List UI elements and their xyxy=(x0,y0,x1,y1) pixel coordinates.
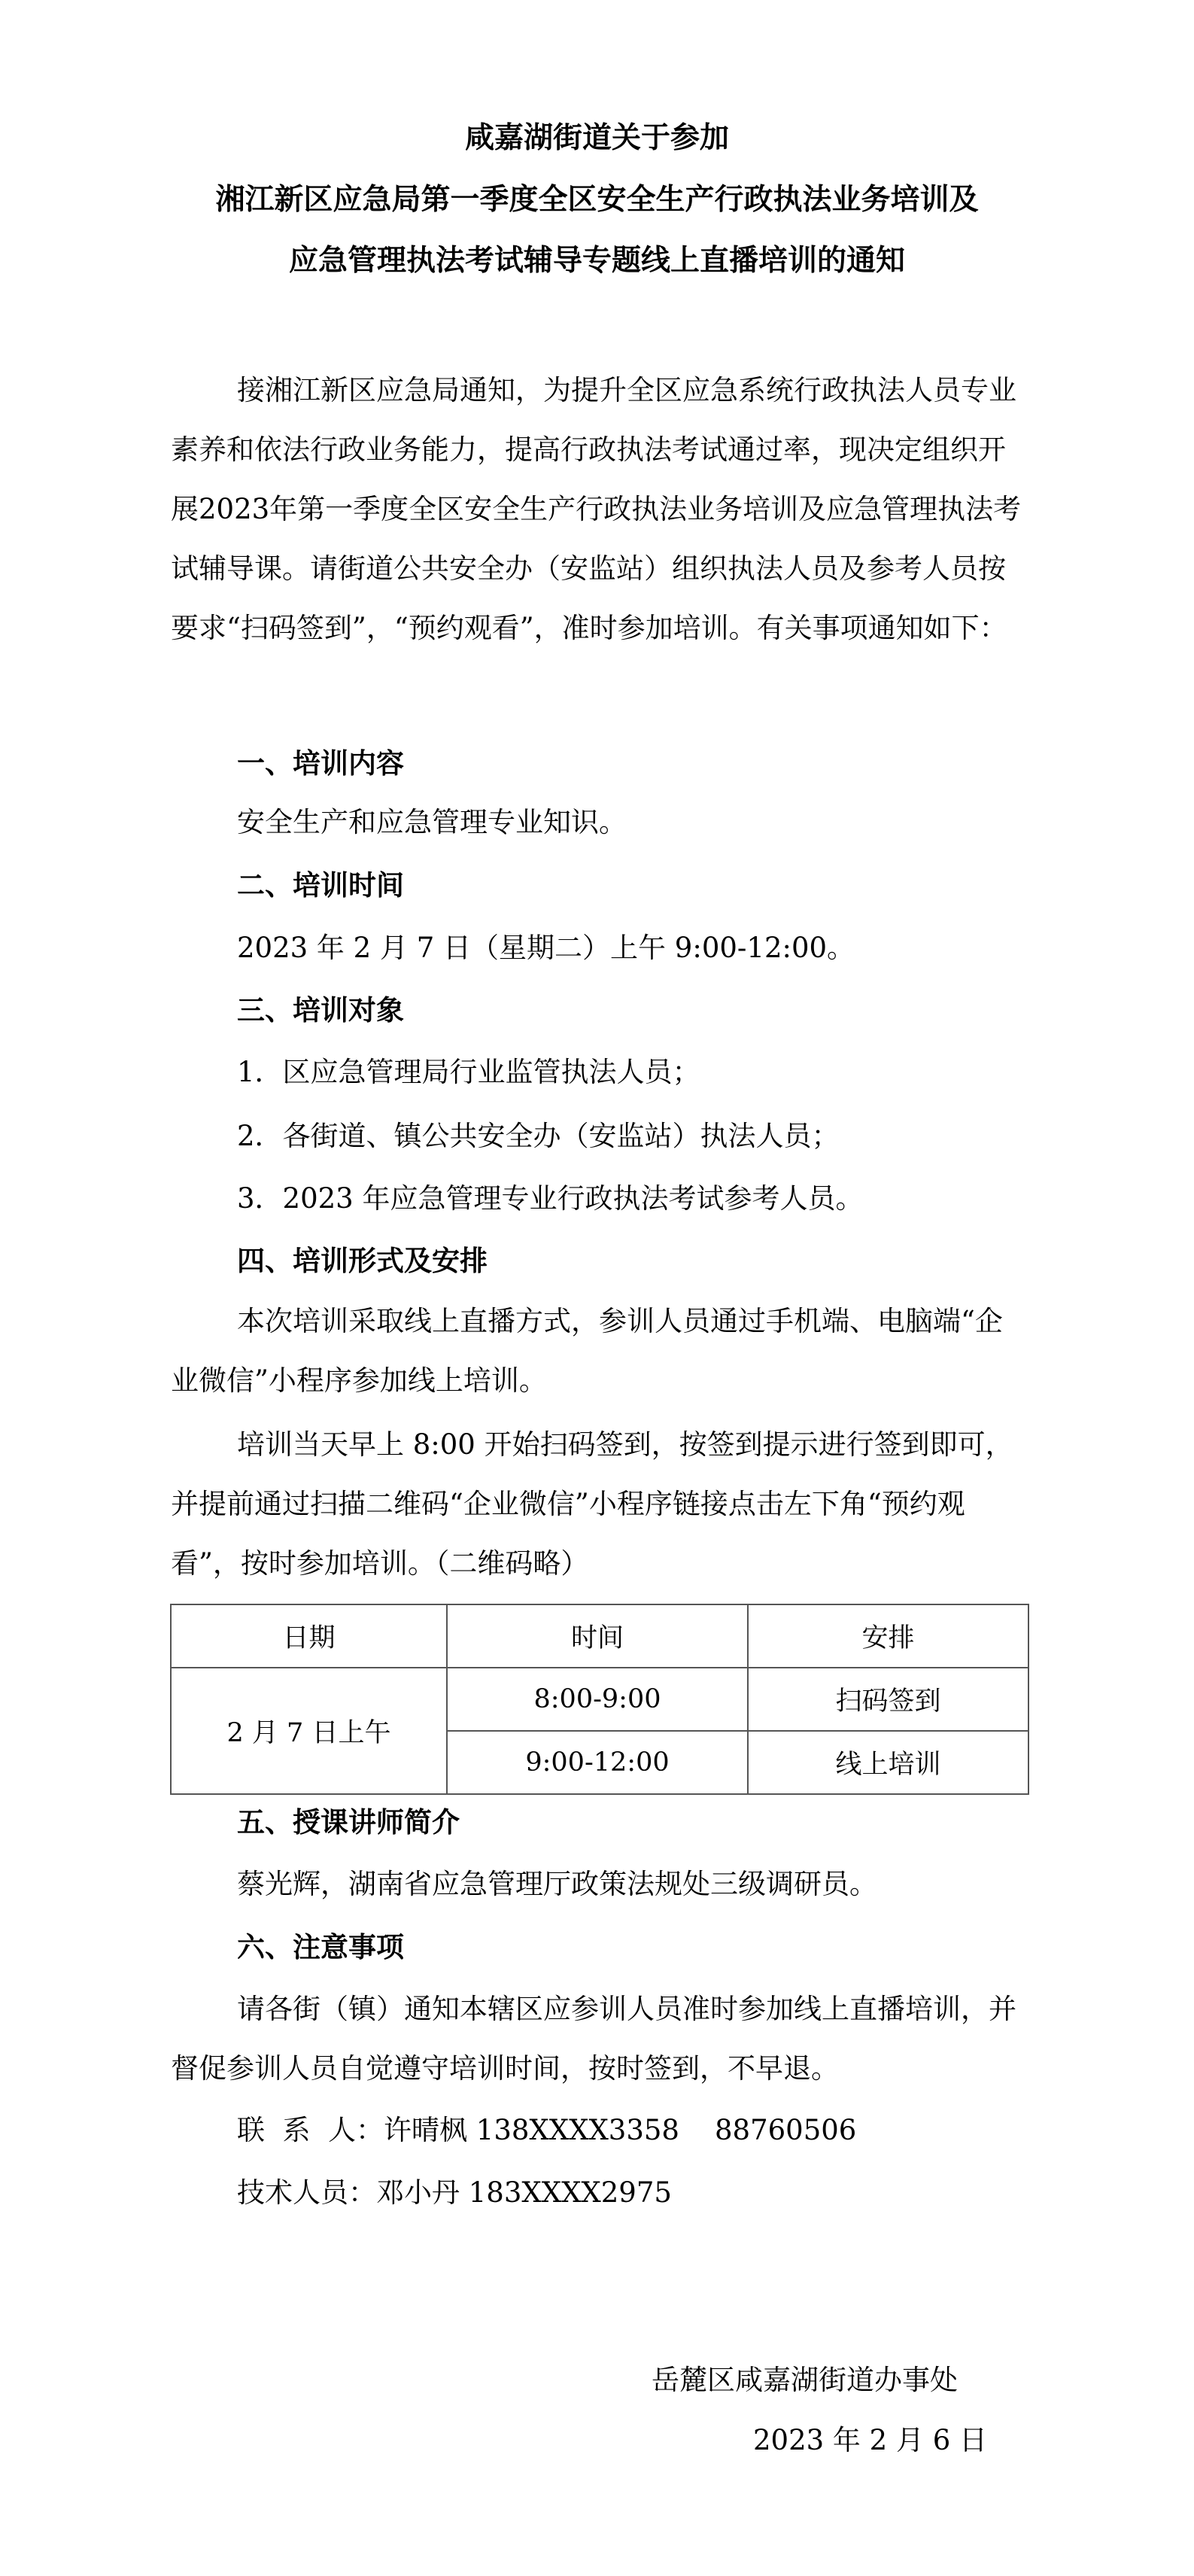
schedule-table xyxy=(170,1604,1029,1795)
table-header-cell: 日期 xyxy=(171,1604,447,1668)
section-4-paragraph-1: 本次培训采取线上直播方式，参训人员通过手机端、电脑端“企业微信”小程序参加线上培训。 xyxy=(171,1305,1003,1397)
section-2-text: 2023 年 2 月 7 日（星期二）上午 9:00-12:00。 xyxy=(237,932,855,964)
title-line-3: 应急管理执法考试辅导专题线上直播培训的通知 xyxy=(288,244,905,278)
table-time-cell: 8:00-9:00 xyxy=(447,1668,748,1731)
section-4-title: 四、培训形式及安排 xyxy=(237,1245,488,1277)
table-row xyxy=(171,1668,1028,1731)
section-6-text: 请各街（镇）通知本辖区应参训人员准时参加线上直播培训，并督促参训人员自觉遵守培训时间，按时签到，不早退。 xyxy=(171,1993,1016,2085)
table-header-cell: 安排 xyxy=(748,1604,1028,1668)
section-1-text: 安全生产和应急管理专业知识。 xyxy=(237,806,627,838)
table-header-row xyxy=(171,1604,1028,1668)
section-3-item-2: 2．各街道、镇公共安全办（安监站）执法人员； xyxy=(237,1120,840,1152)
section-5-title: 五、授课讲师简介 xyxy=(237,1806,460,1838)
table-time-cell: 9:00-12:00 xyxy=(447,1731,748,1794)
title-line-1: 咸嘉湖街道关于参加 xyxy=(464,121,729,155)
table-date-cell: 2 月 7 日上午 xyxy=(171,1668,447,1794)
title-line-2: 湘江新区应急局第一季度全区安全生产行政执法业务培训及 xyxy=(215,183,979,217)
table-arrangement-cell: 扫码签到 xyxy=(748,1668,1028,1731)
section-3-title: 三、培训对象 xyxy=(237,994,404,1026)
section-6-title: 六、注意事项 xyxy=(237,1931,404,1963)
intro-paragraph: 接湘江新区应急局通知，为提升全区应急系统行政执法人员专业素养和依法行政业务能力，提高行政执法考试通过率，现决定组织开展2023年第一季度全区安全生产行政执法业务培训及应急管理执法考试辅导课。请街道公共安全办（安监站）组织执法人员及参考人员按要求“扫码签到”，“预约观看”，准时参加培训。有关事项通知如下： xyxy=(171,374,1022,644)
table-header-cell: 时间 xyxy=(447,1604,748,1668)
section-3-item-1: 1．区应急管理局行业监管执法人员； xyxy=(237,1056,700,1088)
section-2-title: 二、培训时间 xyxy=(237,869,404,902)
table-arrangement-cell: 线上培训 xyxy=(748,1731,1028,1794)
section-1-title: 一、培训内容 xyxy=(237,747,404,780)
section-4-paragraph-2: 培训当天早上 8:00 开始扫码签到，按签到提示进行签到即可，并提前通过扫描二维码“企业微信”小程序链接点击左下角“预约观看”，按时参加培训。（二维码略） xyxy=(171,1428,1013,1580)
signature-date: 2023 年 2 月 6 日 xyxy=(753,2424,988,2456)
section-5-text: 蔡光辉，湖南省应急管理厅政策法规处三级调研员。 xyxy=(237,1868,877,1900)
section-3-item-3: 3．2023 年应急管理专业行政执法考试参考人员。 xyxy=(237,1182,864,1215)
tech-person-line: 技术人员：邓小丹 183XXXX2975 xyxy=(237,2176,672,2209)
signature-org: 岳麓区咸嘉湖街道办事处 xyxy=(652,2364,958,2396)
contact-person-line: 联 系 人：许晴枫 138XXXX3358 88760506 xyxy=(237,2114,857,2146)
